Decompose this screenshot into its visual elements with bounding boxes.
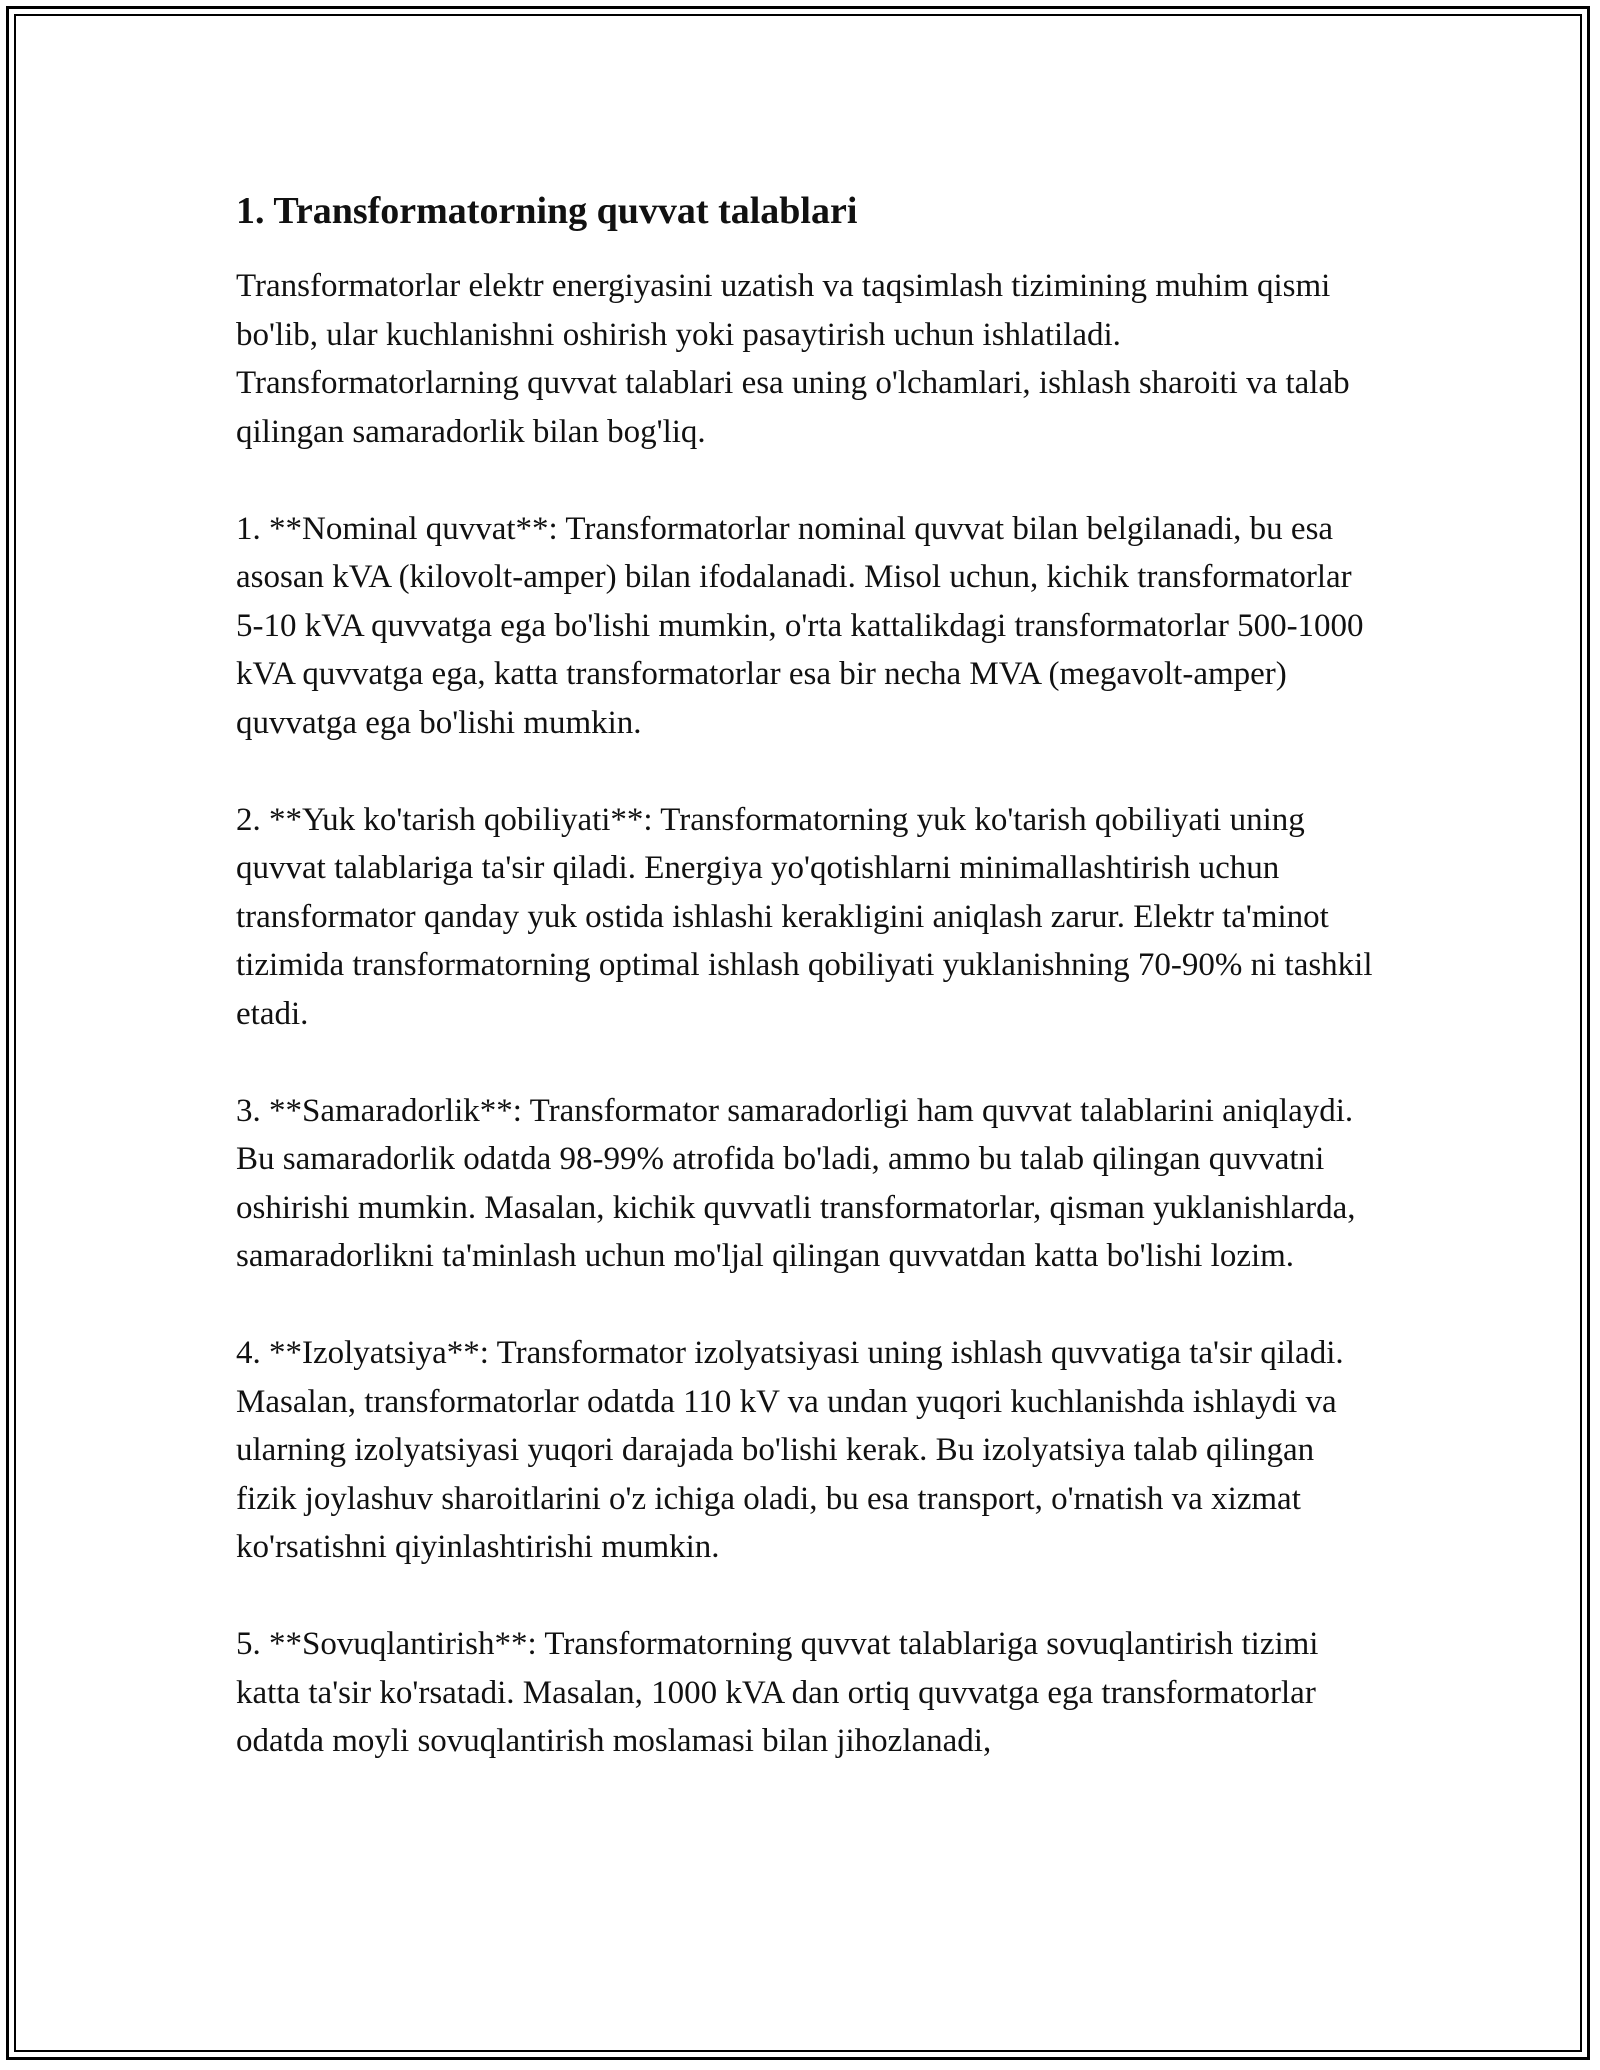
paragraph-samaradorlik: 3. **Samaradorlik**: Transformator samaradorligi ham quvvat talablarini aniqlaydi. Bu samaradorlik odatda 98-99% atrofida bo'ladi, ammo bu talab qilingan quvvatni oshirishi mumkin. Masalan, kichik quvvatli transformatorlar, qisman yuklanishlarda, samaradorlikni ta'minlash uchun mo'ljal qilingan quvvatdan katta bo'lishi lozim. <box>236 1092 1356 1274</box>
paragraph-yuk-kotarish: 2. **Yuk ko'tarish qobiliyati**: Transformatorning yuk ko'tarish qobiliyati uning quvvat talablariga ta'sir qiladi. Energiya yo'qotishlarni minimallashtirish uchun transformator qanday yuk ostida ishlashi kerakligini aniqlash zarur. Elektr ta'minot tizimida transformatorning optimal ishlash qobiliyati yuklanishning 70-90% ni tashkil etadi. <box>236 801 1373 1032</box>
section-title: 1. Transformatorning quvvat talablari <box>236 190 858 232</box>
intro-paragraph: Transformatorlar elektr energiyasini uzatish va taqsimlash tizimining muhim qismi bo'lib, ular kuchlanishni oshirish yoki pasaytirish uchun ishlatiladi. Transformatorlarning quvvat talablari esa uning o'lchamlari, ishlash sharoiti va talab qilingan samaradorlik bilan bog'liq. <box>236 268 1350 450</box>
paragraph-izolyatsiya: 4. **Izolyatsiya**: Transformator izolyatsiyasi uning ishlash quvvatiga ta'sir qiladi. Masalan, transformatorlar odatda 110 kV va undan yuqori kuchlanishda ishlaydi va ularning izolyatsiyasi yuqori darajada bo'lishi kerak. Bu izolyatsiya talab qilingan fizik joylashuv sharoitlarini o'z ichiga oladi, bu esa transport, o'rnatish va xizmat ko'rsatishni qiyinlashtirishi mumkin. <box>236 1335 1344 1565</box>
paragraph-sovuqlantirish: 5. **Sovuqlantirish**: Transformatorning quvvat talablariga sovuqlantirish tizimi katta ta'sir ko'rsatadi. Masalan, 1000 kVA dan ortiq quvvatga ega transformatorlar odatda moyli sovuqlantirish moslamasi bilan jihozlanadi, <box>236 1626 1319 1759</box>
paragraph-nominal-quvvat: 1. **Nominal quvvat**: Transformatorlar nominal quvvat bilan belgilanadi, bu esa asosan kVA (kilovolt-amper) bilan ifodalanadi. Misol uchun, kichik transformatorlar 5-10 kVA quvvatga ega bo'lishi mumkin, o'rta kattalikdagi transformatorlar 500-1000 kVA quvvatga ega, katta transformatorlar esa bir necha MVA (megavolt-amper) quvvatga ega bo'lishi mumkin. <box>236 510 1364 741</box>
document-body <box>236 184 1376 1814</box>
